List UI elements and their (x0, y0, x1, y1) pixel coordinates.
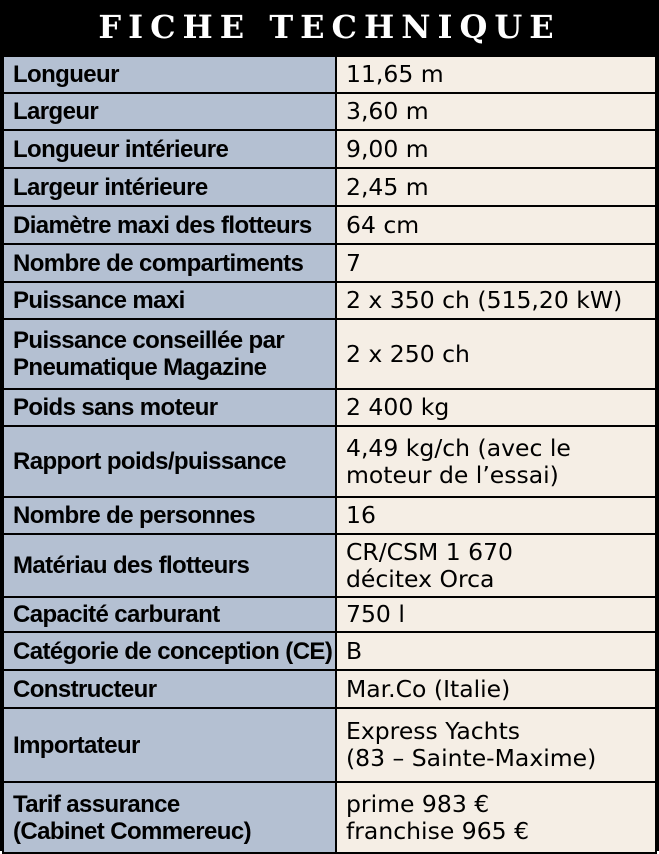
row-label: Nombre de compartiments (3, 244, 336, 282)
row-value-line: décitex Orca (346, 564, 495, 593)
row-value-line: moteur de l’essai) (346, 460, 559, 489)
row-label-line: (Cabinet Commereuc) (13, 817, 251, 845)
row-label: Diamètre maxi des flotteurs (3, 206, 336, 244)
row-value: B (336, 632, 656, 670)
table-row (3, 632, 656, 670)
table-row (3, 426, 656, 497)
row-value (336, 534, 656, 597)
row-value-line: 4,49 kg/ch (avec le (346, 433, 571, 462)
table-row (3, 206, 656, 244)
table-row (3, 597, 656, 632)
row-value-line: prime 983 € (346, 789, 490, 818)
row-label: Longueur intérieure (3, 130, 336, 168)
row-label: Importateur (3, 708, 336, 782)
row-label: Catégorie de conception (CE) (3, 632, 336, 670)
row-value: 2 x 250 ch (336, 319, 656, 389)
table-row (3, 534, 656, 597)
table-row (3, 670, 656, 708)
row-label: Longueur (3, 56, 336, 93)
table-row (3, 130, 656, 168)
row-value-line: franchise 965 € (346, 816, 530, 845)
row-value: 2 400 kg (336, 389, 656, 426)
row-label: Largeur (3, 93, 336, 130)
table-row (3, 282, 656, 319)
table-row (3, 782, 656, 853)
table-row (3, 244, 656, 282)
row-value (336, 782, 656, 853)
row-value-line: CR/CSM 1 670 (346, 537, 514, 566)
row-value: 750 l (336, 597, 656, 632)
row-value-line: (83 – Sainte-Maxime) (346, 744, 597, 772)
row-label: Capacité carburant (3, 597, 336, 632)
row-label: Constructeur (3, 670, 336, 708)
row-value: 7 (336, 244, 656, 282)
row-label: Poids sans moteur (3, 389, 336, 426)
row-label: Puissance maxi (3, 282, 336, 319)
table-row (3, 93, 656, 130)
row-label (3, 319, 336, 389)
table-row (3, 708, 656, 782)
table-row (3, 389, 656, 426)
row-value: Mar.Co (Italie) (336, 670, 656, 708)
sheet-title: FICHE TECHNIQUE (0, 0, 659, 55)
row-value: 2 x 350 ch (515,20 kW) (336, 282, 656, 319)
row-label: Largeur intérieure (3, 168, 336, 206)
row-label: Rapport poids/puissance (3, 426, 336, 497)
row-label-line: Tarif assurance (13, 790, 180, 818)
table-row (3, 56, 656, 93)
row-value: 11,65 m (336, 56, 656, 93)
row-label-line: Puissance conseillée par (13, 327, 285, 354)
row-label: Matériau des flotteurs (3, 534, 336, 597)
row-value-line: Express Yachts (346, 717, 521, 745)
row-value: 9,00 m (336, 130, 656, 168)
table-row (3, 497, 656, 534)
row-value (336, 708, 656, 782)
row-value: 16 (336, 497, 656, 534)
row-value: 3,60 m (336, 93, 656, 130)
spec-table (2, 55, 657, 854)
row-value: 2,45 m (336, 168, 656, 206)
row-value (336, 426, 656, 497)
row-label: Nombre de personnes (3, 497, 336, 534)
table-row (3, 319, 656, 389)
row-label (3, 782, 336, 853)
table-row (3, 168, 656, 206)
row-label-line: Pneumatique Magazine (13, 354, 267, 381)
row-value: 64 cm (336, 206, 656, 244)
